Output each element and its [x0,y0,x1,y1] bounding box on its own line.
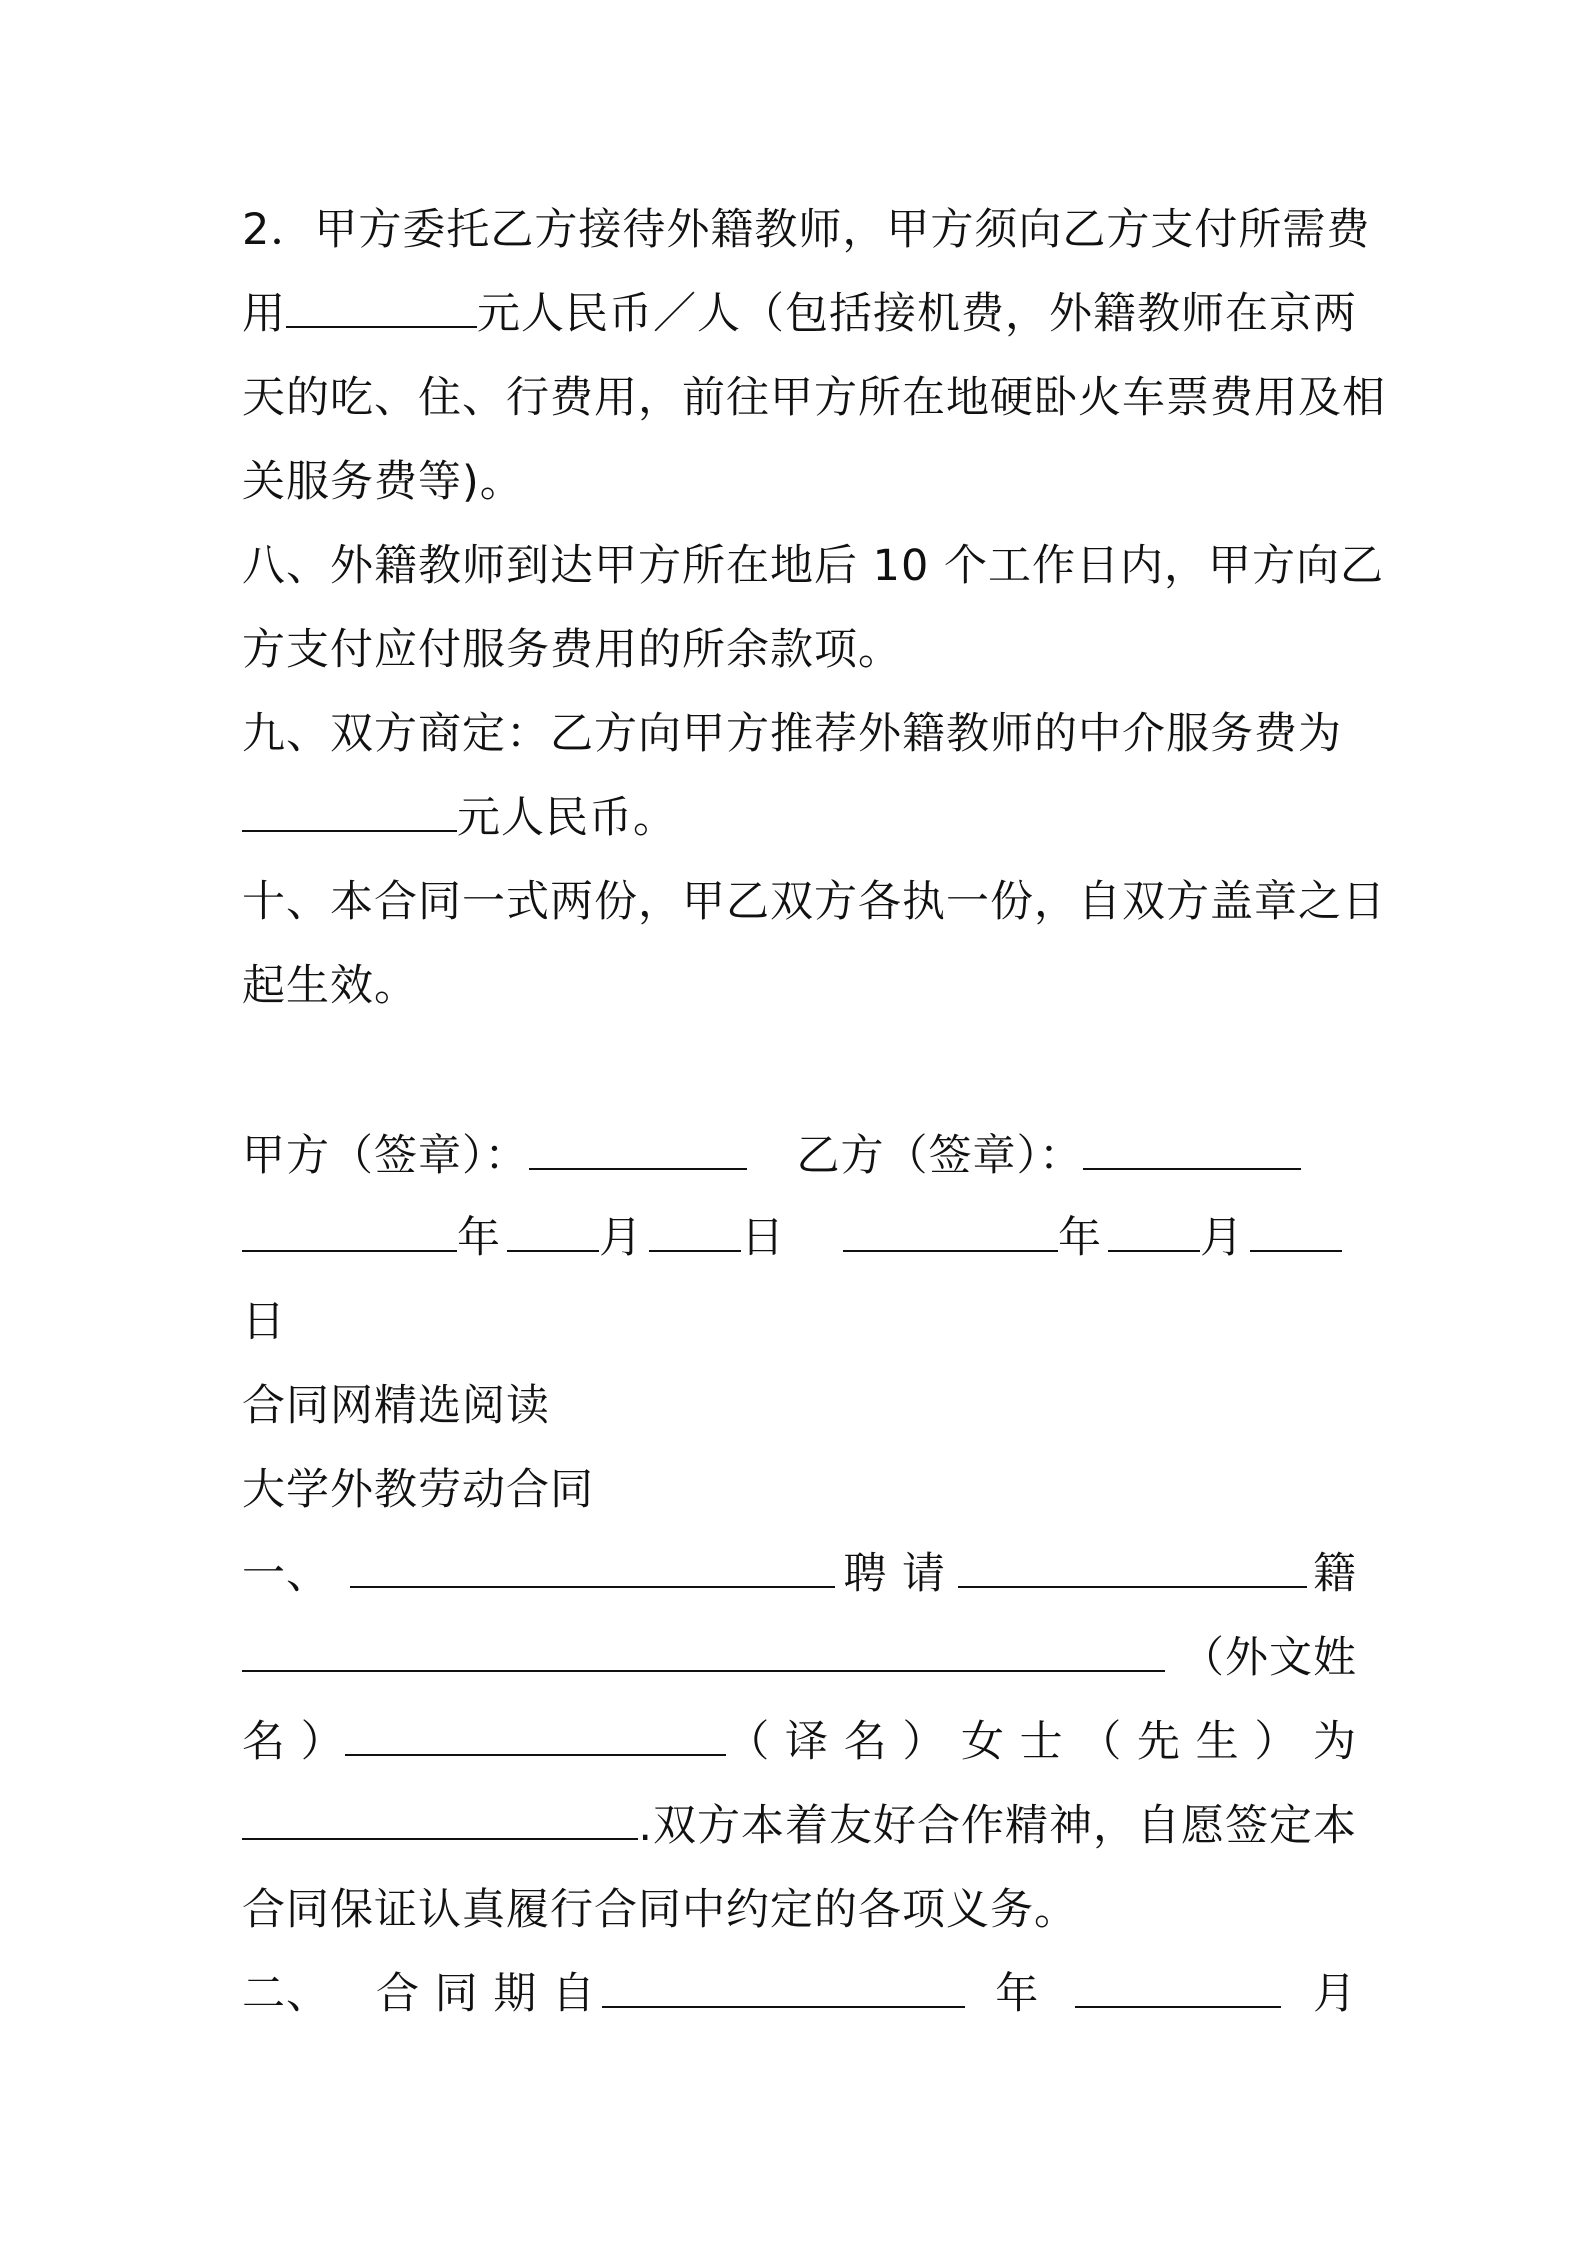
clause-2-line-2-prefix: 用 [242,289,286,339]
fee-blank[interactable] [286,284,477,328]
clause-8-line-1: 八、外籍教师到达甲方所在地后 10 个工作日内，甲方向乙 [242,541,1385,591]
party-b-day-blank[interactable] [1250,1208,1342,1252]
party-b-seal-label: 乙方（签章）： [796,1131,1083,1181]
party-a-year-label: 年 [457,1213,501,1263]
clause-1-line-4 [242,1796,1357,1856]
party-a-seal-blank[interactable] [529,1126,747,1170]
nationality-blank[interactable] [958,1544,1307,1588]
contract-title: 大学外教劳动合同 [242,1465,594,1515]
signature-line [242,1126,1357,1186]
clause-2b-period-label: 合 同 期 自 [376,1969,597,2019]
clause-8-line-2: 方支付应付服务费用的所余款项。 [242,625,902,675]
start-year-blank[interactable] [602,1964,965,2008]
clause-1-line-1 [242,1544,1357,1604]
clause-1-translated-label: （ 译 名 ） 女 士 （ 先 生 ） 为 [726,1717,1357,1767]
clause-2b-prefix: 二、 [242,1969,330,2019]
translated-name-blank[interactable] [345,1712,727,1756]
clause-1-line-3 [242,1712,1357,1772]
start-month-blank[interactable] [1075,1964,1281,2008]
clause-2b-year-label: 年 [995,1969,1040,2019]
clause-9-line-2-suffix: 元人民币。 [457,793,677,843]
party-a-year-blank[interactable] [242,1208,457,1252]
clause-1-foreign-name-label: （外文姓 [1181,1633,1357,1683]
clause-10-line-1: 十、本合同一式两份，甲乙双方各执一份，自双方盖章之日 [242,877,1386,927]
service-fee-blank[interactable] [242,788,457,832]
recommended-reading-label: 合同网精选阅读 [242,1381,550,1431]
party-b-seal-blank[interactable] [1083,1126,1301,1170]
clause-9-line-1: 九、双方商定：乙方向甲方推荐外籍教师的中介服务费为 [242,709,1342,759]
clause-1-line-5: 合同保证认真履行合同中约定的各项义务。 [242,1885,1078,1935]
party-b-year-blank[interactable] [843,1208,1058,1252]
clause-1-prefix: 一、 [242,1549,330,1599]
party-a-month-label: 月 [599,1213,643,1263]
clause-10-line-2: 起生效。 [242,961,418,1011]
clause-1-nationality-label: 籍 [1313,1549,1357,1599]
date-line [242,1208,1357,1268]
clause-2b-month-label: 月 [1313,1969,1357,2019]
clause-2-line-2-suffix: 元人民币／人（包括接机费，外籍教师在京两 [477,289,1357,339]
party-a-day-label: 日 [741,1213,785,1263]
party-b-month-blank[interactable] [1108,1208,1200,1252]
clause-9-line-2 [242,788,1357,848]
clause-2b-line-1 [242,1964,1357,2024]
clause-1-line-2 [242,1628,1357,1688]
clause-1-name-label: 名 ） [242,1717,345,1767]
party-a-seal-label: 甲方（签章）： [242,1131,529,1181]
clause-2-line-2 [242,284,1357,344]
party-a-day-blank[interactable] [649,1208,741,1252]
clause-1-hire-label: 聘 请 [843,1549,947,1599]
clause-2-line-3: 天的吃、住、行费用，前往甲方所在地硬卧火车票费用及相 [242,373,1386,423]
clause-2-line-1: 2．甲方委托乙方接待外籍教师，甲方须向乙方支付所需费 [242,205,1371,255]
foreign-name-blank[interactable] [242,1628,1165,1672]
party-a-month-blank[interactable] [507,1208,599,1252]
clause-1-line-4-suffix: .双方本着友好合作精神，自愿签定本 [638,1801,1357,1851]
party-b-year-label: 年 [1058,1213,1102,1263]
employer-blank[interactable] [350,1544,835,1588]
clause-2-line-4: 关服务费等)。 [242,457,524,507]
position-blank[interactable] [242,1796,638,1840]
party-b-month-label: 月 [1200,1213,1244,1263]
date-wrap-day: 日 [242,1297,286,1347]
